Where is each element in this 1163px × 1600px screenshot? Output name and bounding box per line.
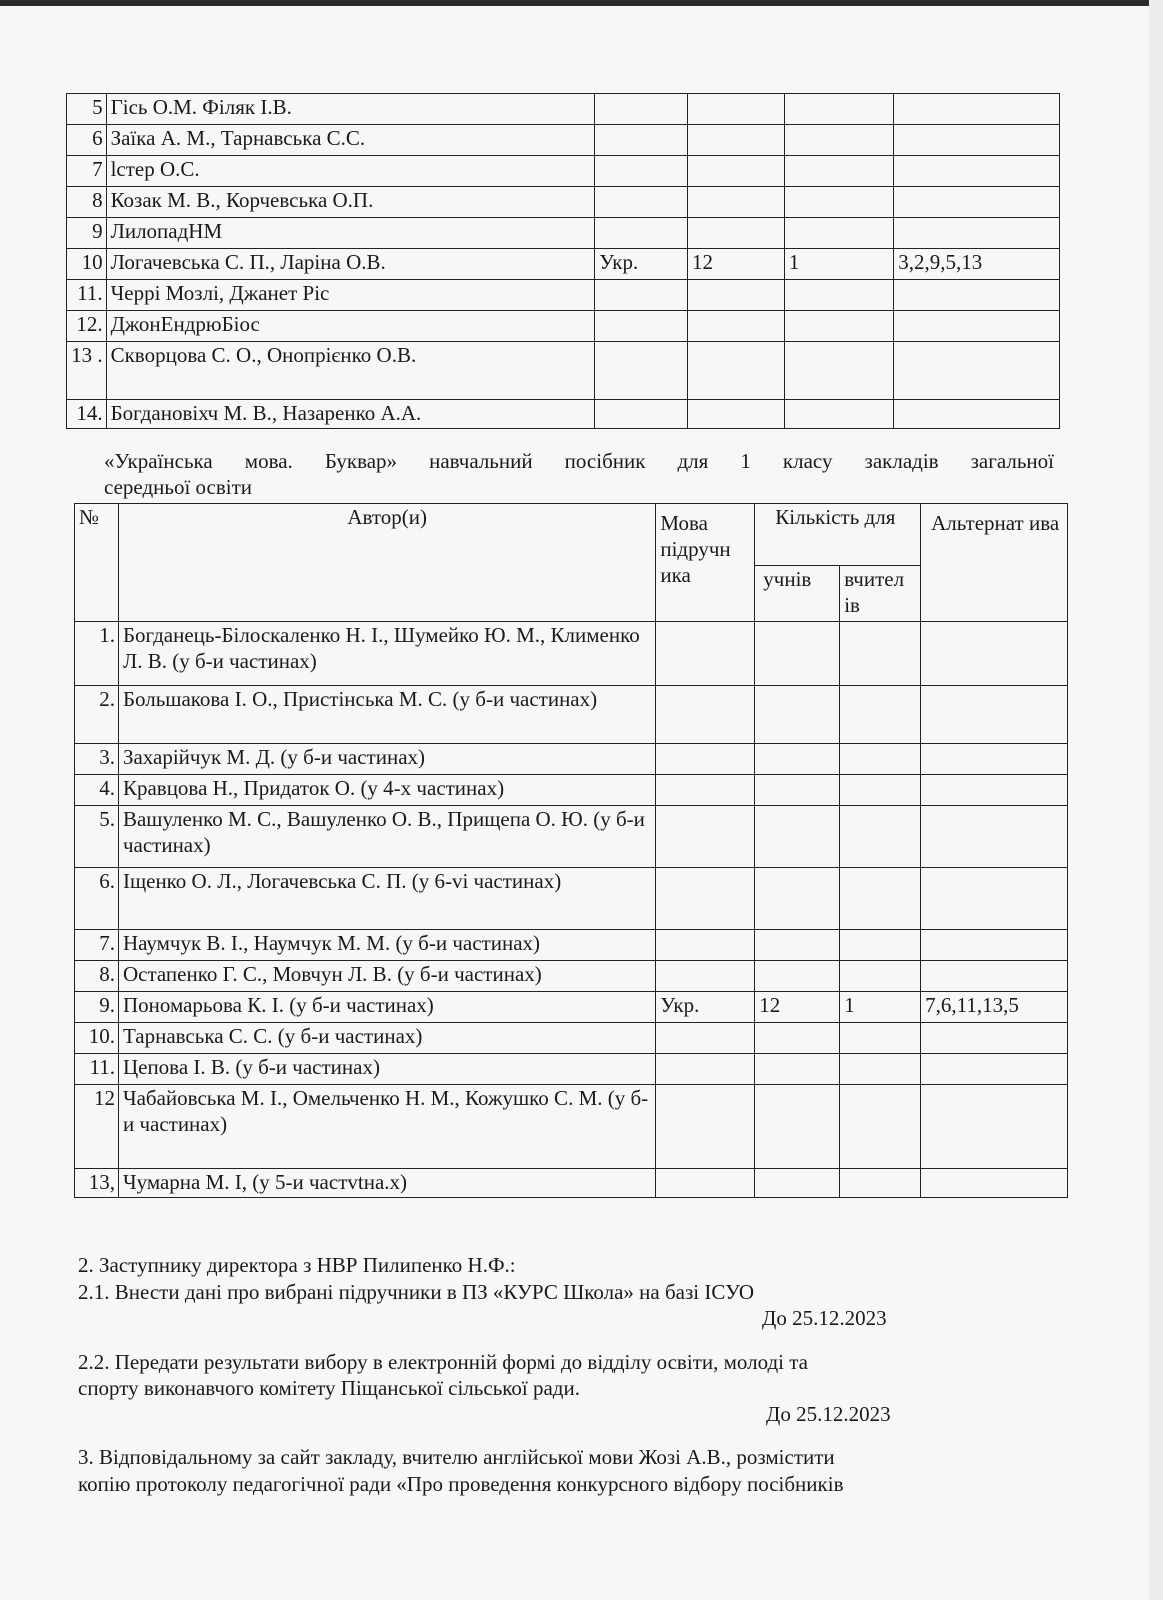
cell-pupils — [688, 280, 785, 311]
cell-num: 5 — [67, 94, 107, 125]
cell-num: 11. — [75, 1054, 119, 1085]
cell-lang — [656, 806, 755, 868]
cell-alt — [921, 930, 1068, 961]
cell-teachers — [840, 686, 921, 744]
cell-teachers — [840, 775, 921, 806]
header-alternative: Альтернат ива — [921, 504, 1068, 622]
cell-author: Чабайовська М. І., Омельченко Н. М., Кожушко С. М. (у б-и частинах) — [118, 1085, 655, 1169]
cell-author: Цепова І. В. (у б-и частинах) — [118, 1054, 655, 1085]
cell-author: lстер О.С. — [106, 156, 595, 187]
cell-pupils — [688, 187, 785, 218]
cell-author: Пономарьова К. І. (у б-и частинах) — [118, 992, 655, 1023]
textbook-table-continued — [66, 93, 1060, 429]
cell-author: Богданець-Білоскаленко Н. І., Шумейко Ю. М., Клименко Л. В. (у б-и частинах) — [118, 622, 655, 686]
cell-pupils — [755, 775, 840, 806]
cell-author: Гісь О.М. Філяк І.В. — [106, 94, 595, 125]
cell-teachers — [784, 280, 893, 311]
cell-pupils — [755, 1169, 840, 1198]
cell-num: 7. — [75, 930, 119, 961]
cell-author: ДжонЕндрюБіос — [106, 311, 595, 342]
cell-teachers: 1 — [840, 992, 921, 1023]
cell-alt — [921, 775, 1068, 806]
cell-pupils — [755, 961, 840, 992]
cell-author: Наумчук В. І., Наумчук М. М. (у б-и частинах) — [118, 930, 655, 961]
table-row — [67, 156, 1060, 187]
cell-lang — [656, 622, 755, 686]
cell-alt — [894, 125, 1060, 156]
cell-pupils — [755, 1023, 840, 1054]
cell-alt — [921, 1169, 1068, 1198]
table-row — [75, 992, 1068, 1023]
header-count: Кількість для — [755, 504, 921, 566]
cell-alt — [894, 94, 1060, 125]
cell-pupils — [688, 311, 785, 342]
table-caption: «Українська мова. Буквар» навчальний посібник для 1 класу закладів загальної — [104, 449, 1054, 473]
table-row — [75, 930, 1068, 961]
cell-alt — [894, 280, 1060, 311]
cell-lang: Укр. — [595, 249, 688, 280]
cell-teachers — [840, 868, 921, 930]
cell-author: Кравцова Н., Придаток О. (у 4-х частинах) — [118, 775, 655, 806]
cell-teachers — [784, 342, 893, 400]
cell-pupils — [755, 744, 840, 775]
deadline-2-2: До 25.12.2023 — [766, 1402, 891, 1426]
cell-pupils — [688, 400, 785, 429]
cell-teachers — [840, 1085, 921, 1169]
cell-lang — [595, 400, 688, 429]
cell-pupils — [755, 1054, 840, 1085]
paragraph-2-2-line1: 2.2. Передати результати вибору в електронній формі до відділу освіти, молоді та — [78, 1350, 809, 1374]
table-row — [67, 280, 1060, 311]
header-pupils: учнів — [755, 566, 840, 622]
table-row — [67, 187, 1060, 218]
cell-lang — [595, 342, 688, 400]
cell-pupils — [755, 868, 840, 930]
cell-lang — [595, 94, 688, 125]
cell-alt — [921, 1023, 1068, 1054]
cell-alt: 3,2,9,5,13 — [894, 249, 1060, 280]
cell-author: Захарійчук М. Д. (у б-и частинах) — [118, 744, 655, 775]
cell-num: 9. — [75, 992, 119, 1023]
cell-lang — [656, 744, 755, 775]
cell-author: Логачевська С. П., Ларіна О.В. — [106, 249, 595, 280]
cell-pupils — [755, 806, 840, 868]
table-row — [75, 622, 1068, 686]
cell-teachers — [784, 94, 893, 125]
cell-author: Вашуленко М. С., Вашуленко О. В., Прищепа О. Ю. (у б-и частинах) — [118, 806, 655, 868]
cell-num: 8. — [75, 961, 119, 992]
cell-num: 2. — [75, 686, 119, 744]
cell-teachers — [784, 187, 893, 218]
deadline-2-1: До 25.12.2023 — [762, 1306, 887, 1330]
cell-author: Остапенко Г. С., Мовчун Л. В. (у б-и частинах) — [118, 961, 655, 992]
cell-pupils — [688, 342, 785, 400]
table-caption-line2: середньої освіти — [104, 475, 253, 499]
table-row — [75, 744, 1068, 775]
cell-num: 7 — [67, 156, 107, 187]
table-row — [75, 868, 1068, 930]
cell-teachers — [784, 218, 893, 249]
cell-pupils — [688, 94, 785, 125]
cell-lang — [595, 311, 688, 342]
cell-num: 12. — [67, 311, 107, 342]
cell-num: 1. — [75, 622, 119, 686]
cell-teachers — [784, 400, 893, 429]
cell-lang — [656, 1169, 755, 1198]
cell-author: Тарнавська С. С. (у б-и частинах) — [118, 1023, 655, 1054]
cell-lang — [656, 775, 755, 806]
table-row — [75, 806, 1068, 868]
cell-lang — [595, 125, 688, 156]
cell-pupils — [755, 686, 840, 744]
cell-alt — [894, 342, 1060, 400]
cell-num: 5. — [75, 806, 119, 868]
table-row — [67, 342, 1060, 400]
cell-num: 10. — [75, 1023, 119, 1054]
cell-teachers — [784, 311, 893, 342]
cell-num: 3. — [75, 744, 119, 775]
cell-teachers — [840, 1023, 921, 1054]
cell-num: 6 — [67, 125, 107, 156]
cell-num: 9 — [67, 218, 107, 249]
table-row — [67, 311, 1060, 342]
cell-alt — [894, 187, 1060, 218]
table-row — [67, 400, 1060, 429]
cell-author: Черрі Мозлі, Джанет Ріс — [106, 280, 595, 311]
cell-alt: 7,6,11,13,5 — [921, 992, 1068, 1023]
paragraph-3-line2: копію протоколу педагогічної ради «Про проведення конкурсного відбору посібників — [78, 1472, 844, 1496]
header-author: Автор(и) — [118, 504, 655, 622]
cell-alt — [921, 868, 1068, 930]
cell-teachers — [784, 156, 893, 187]
cell-teachers — [840, 1169, 921, 1198]
cell-teachers — [840, 806, 921, 868]
cell-teachers — [840, 961, 921, 992]
header-teachers: вчител ів — [840, 566, 921, 622]
cell-lang — [656, 686, 755, 744]
table-row — [75, 1085, 1068, 1169]
cell-alt — [921, 744, 1068, 775]
cell-alt — [921, 961, 1068, 992]
cell-pupils: 12 — [755, 992, 840, 1023]
cell-author: Большакова І. О., Пристінська М. С. (у б-и частинах) — [118, 686, 655, 744]
cell-alt — [921, 1054, 1068, 1085]
table-row — [75, 1169, 1068, 1198]
cell-lang — [656, 930, 755, 961]
cell-author: Іщенко О. Л., Логачевська С. П. (у 6-vі частинах) — [118, 868, 655, 930]
cell-pupils — [755, 930, 840, 961]
cell-pupils — [755, 1085, 840, 1169]
bukvar-table — [74, 503, 1068, 1198]
cell-lang — [595, 156, 688, 187]
cell-teachers — [784, 125, 893, 156]
cell-pupils — [688, 218, 785, 249]
cell-alt — [894, 218, 1060, 249]
cell-teachers: 1 — [784, 249, 893, 280]
cell-teachers — [840, 1054, 921, 1085]
scan-right-edge — [1149, 0, 1163, 1600]
cell-alt — [894, 311, 1060, 342]
cell-pupils: 12 — [688, 249, 785, 280]
table-row — [75, 775, 1068, 806]
cell-lang — [656, 961, 755, 992]
cell-num: 4. — [75, 775, 119, 806]
cell-alt — [894, 400, 1060, 429]
cell-num: 13 . — [67, 342, 107, 400]
cell-lang — [656, 1085, 755, 1169]
cell-lang — [595, 280, 688, 311]
cell-lang — [656, 1054, 755, 1085]
cell-teachers — [840, 930, 921, 961]
table-row — [75, 1054, 1068, 1085]
paragraph-2-2-line2: спорту виконавчого комітету Піщанської сільської ради. — [78, 1376, 580, 1400]
header-language: Мова підручн ика — [656, 504, 755, 622]
cell-author: Скворцова С. О., Онопрієнко О.В. — [106, 342, 595, 400]
paragraph-2-1: 2.1. Внести дані про вибрані підручники в ПЗ «КУРС Школа» на базі ІСУО — [78, 1280, 755, 1304]
cell-lang: Укр. — [656, 992, 755, 1023]
cell-num: 14. — [67, 400, 107, 429]
table-row — [67, 125, 1060, 156]
cell-pupils — [688, 125, 785, 156]
cell-num: 6. — [75, 868, 119, 930]
cell-pupils — [755, 622, 840, 686]
table-header-row — [75, 504, 1068, 566]
cell-pupils — [688, 156, 785, 187]
cell-author: Козак М. В., Корчевська О.П. — [106, 187, 595, 218]
cell-num: 13, — [75, 1169, 119, 1198]
cell-alt — [921, 806, 1068, 868]
table-row — [75, 686, 1068, 744]
scan-top-edge — [0, 0, 1163, 6]
cell-alt — [894, 156, 1060, 187]
cell-num: 12 — [75, 1085, 119, 1169]
table-row — [75, 1023, 1068, 1054]
cell-lang — [656, 1023, 755, 1054]
paragraph-3-line1: 3. Відповідальному за сайт закладу, вчителю англійської мови Жозі А.В., розмістити — [78, 1445, 835, 1469]
cell-num: 10 — [67, 249, 107, 280]
cell-author: ЛилопадНМ — [106, 218, 595, 249]
cell-author: Заїка А. М., Тарнавська С.С. — [106, 125, 595, 156]
cell-lang — [595, 187, 688, 218]
cell-teachers — [840, 744, 921, 775]
table-row — [75, 961, 1068, 992]
cell-teachers — [840, 622, 921, 686]
cell-alt — [921, 622, 1068, 686]
cell-num: 11. — [67, 280, 107, 311]
cell-lang — [595, 218, 688, 249]
table-row — [67, 249, 1060, 280]
cell-alt — [921, 686, 1068, 744]
header-num: № — [75, 504, 119, 622]
table-row — [67, 94, 1060, 125]
cell-author: Чумарна М. І, (у 5-и частvtна.х) — [118, 1169, 655, 1198]
cell-lang — [656, 868, 755, 930]
cell-author: Богдановіхч М. В., Назаренко А.А. — [106, 400, 595, 429]
table-row — [67, 218, 1060, 249]
paragraph-2: 2. Заступнику директора з НВР Пилипенко Н.Ф.: — [78, 1253, 516, 1277]
cell-num: 8 — [67, 187, 107, 218]
cell-alt — [921, 1085, 1068, 1169]
